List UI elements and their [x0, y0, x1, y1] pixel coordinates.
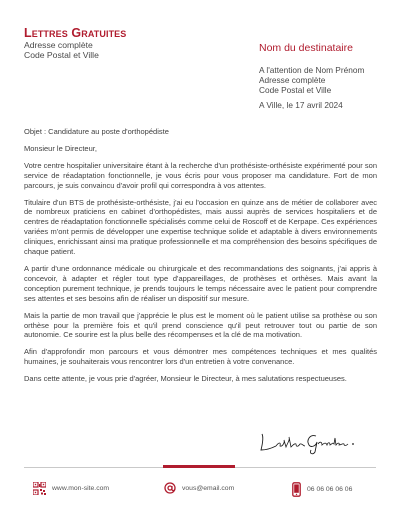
footer-email: [164, 482, 234, 494]
letter-paragraph: Afin d'approfondir mon parcours et vous démontrer mes compétences techniques et mes qualités humaines, je souhaiterais vous rencontrer lors d'un entretien à votre convenance.: [24, 347, 377, 367]
letter-salutation: Monsieur le Directeur,: [24, 143, 97, 153]
recipient-attention: A l'attention de Nom Prénom: [259, 65, 365, 75]
footer-website: [33, 482, 109, 495]
sender-name: Lettres Gratuites: [24, 26, 127, 40]
letter-date: A Ville, le 17 avril 2024: [259, 100, 343, 110]
sender-postal: Code Postal et Ville: [24, 50, 99, 60]
at-sign-icon: [164, 482, 176, 494]
website-text: www.mon-site.com: [52, 485, 110, 492]
recipient-address: Adresse complète: [259, 75, 326, 85]
letter-paragraph: Votre centre hospitalier universitaire étant à la recherche d'un prothésiste-orthésiste expérimenté pour son service de réadaptation fonctionnelle, je vous écris pour vous proposer ma candidature. Fort de mon parcours, je suis convaincu d'avoir profil qui correspondra à vos attentes.: [24, 160, 377, 190]
phone-text: 06 06 06 06 06: [307, 486, 353, 493]
recipient-postal: Code Postal et Ville: [259, 85, 332, 95]
footer-accent-bar: [163, 465, 235, 468]
letter-paragraph: A partir d'une ordonnance médicale ou chirurgicale et des recommandations des soignants, j'ai appris à concevoir, à adapter et régler tout type d'appareillages, de prothèses et orthèses. Mais avant la conception purement technique, je prends toujours le temps nécessaire avec le patient pour comprendre ses attentes et ses besoins afin de réaliser un dispositif sur mesure.: [24, 263, 377, 303]
recipient-block: [259, 42, 364, 95]
qr-code-icon: [33, 482, 46, 495]
letter-subject: Objet : Candidature au poste d'orthopédiste: [24, 127, 169, 136]
handwritten-signature: [258, 428, 358, 456]
email-text: vous@email.com: [182, 484, 235, 492]
letter-closing: Dans cette attente, je vous prie d'agréer, Monsieur le Directeur, à mes salutations respectueuses.: [24, 374, 347, 384]
letter-paragraph: Titulaire d'un BTS de prothésiste-orthésiste, j'ai eu l'occasion en quinze ans de métier de collaborer avec de nombreux praticiens en cabinet d'orthopédistes, mais aussi auprès de services hospitaliers et de centres de réadaptation fonctionnelle spécialisés comme celui de Roscoff et de Kerpape. Ces expériences variées m'ont permis de développer une expertise technique solide et adaptable à divers environnements cliniques, enrichissant ainsi ma pratique professionnelle et ma compréhension des besoins spécifiques de chaque patient.: [24, 197, 377, 257]
sender-block: [24, 26, 126, 60]
footer-phone: [292, 482, 352, 497]
letter-paragraph: Mais la partie de mon travail que j'apprécie le plus est le moment où le patient utilise sa prothèse ou son orthèse pour la première fois et qu'il prend conscience qu'il peut retrouver tout ou partie de son autonomie. Ce sourire est la plus belle des récompenses et la clé de ma motivation.: [24, 310, 377, 340]
smartphone-icon: [292, 482, 301, 497]
recipient-name: Nom du destinataire: [259, 42, 353, 54]
letter-body: [24, 127, 377, 391]
sender-address: Adresse complète: [24, 40, 93, 50]
